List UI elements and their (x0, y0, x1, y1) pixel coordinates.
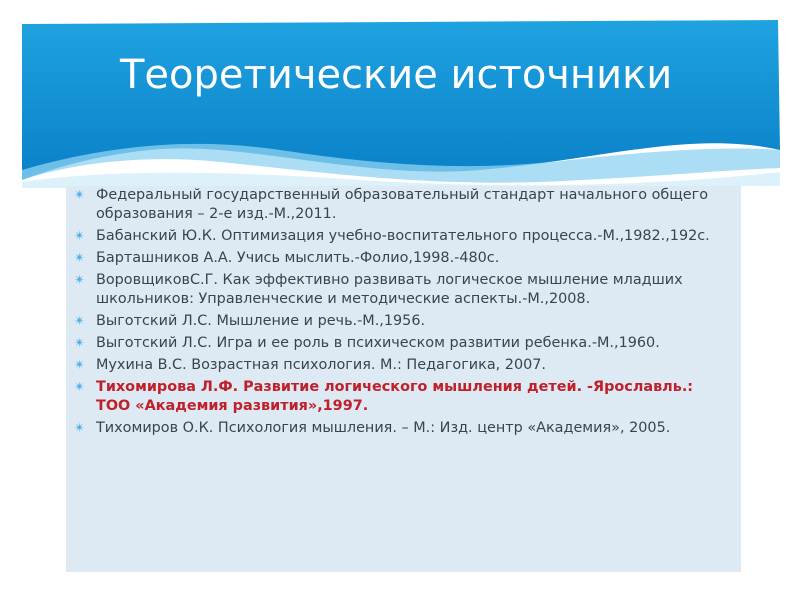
star-bullet-icon: ✴ (74, 421, 85, 436)
reference-item (74, 356, 726, 375)
star-bullet-icon: ✴ (74, 314, 85, 329)
star-bullet-icon: ✴ (74, 380, 85, 395)
reference-item (74, 312, 726, 331)
reference-text: Тихомиров О.К. Психология мышления. – М.: Изд. центр «Академия», 2005. (96, 420, 671, 436)
reference-text: Бабанский Ю.К. Оптимизация учебно-воспитательного процесса.-М.,1982.,192с. (96, 228, 710, 244)
reference-text: Мухина В.С. Возрастная психология. М.: Педагогика, 2007. (96, 357, 546, 373)
reference-item (74, 186, 726, 224)
slide-title: Теоретические источники (120, 52, 673, 98)
star-bullet-icon: ✴ (74, 251, 85, 266)
star-bullet-icon: ✴ (74, 273, 85, 288)
reference-text: Тихомирова Л.Ф. Развитие логического мышления детей. -Ярославль.: ТОО «Академия развития»,1997. (96, 379, 694, 414)
star-bullet-icon: ✴ (74, 336, 85, 351)
reference-text: Выготский Л.С. Мышление и речь.-М.,1956. (96, 313, 426, 329)
reference-item (74, 334, 726, 353)
reference-text: Федеральный государственный образовательный стандарт начального общего образования – 2-е изд.-М.,2011. (96, 187, 709, 222)
reference-item (74, 378, 726, 416)
reference-item (74, 249, 726, 268)
reference-item (74, 419, 726, 438)
star-bullet-icon: ✴ (74, 229, 85, 244)
star-bullet-icon: ✴ (74, 358, 85, 373)
reference-text: Барташников А.А. Учись мыслить.-Фолио,1998.-480с. (96, 250, 500, 266)
reference-item (74, 271, 726, 309)
reference-text: ВоровщиковС.Г. Как эффективно развивать логическое мышление младших школьников: Управленческие и методические аспекты.-М.,2008. (96, 272, 683, 307)
reference-list (66, 186, 726, 441)
reference-text: Выготский Л.С. Игра и ее роль в психическом развитии ребенка.-М.,1960. (96, 335, 660, 351)
star-bullet-icon: ✴ (74, 188, 85, 203)
reference-item (74, 227, 726, 246)
